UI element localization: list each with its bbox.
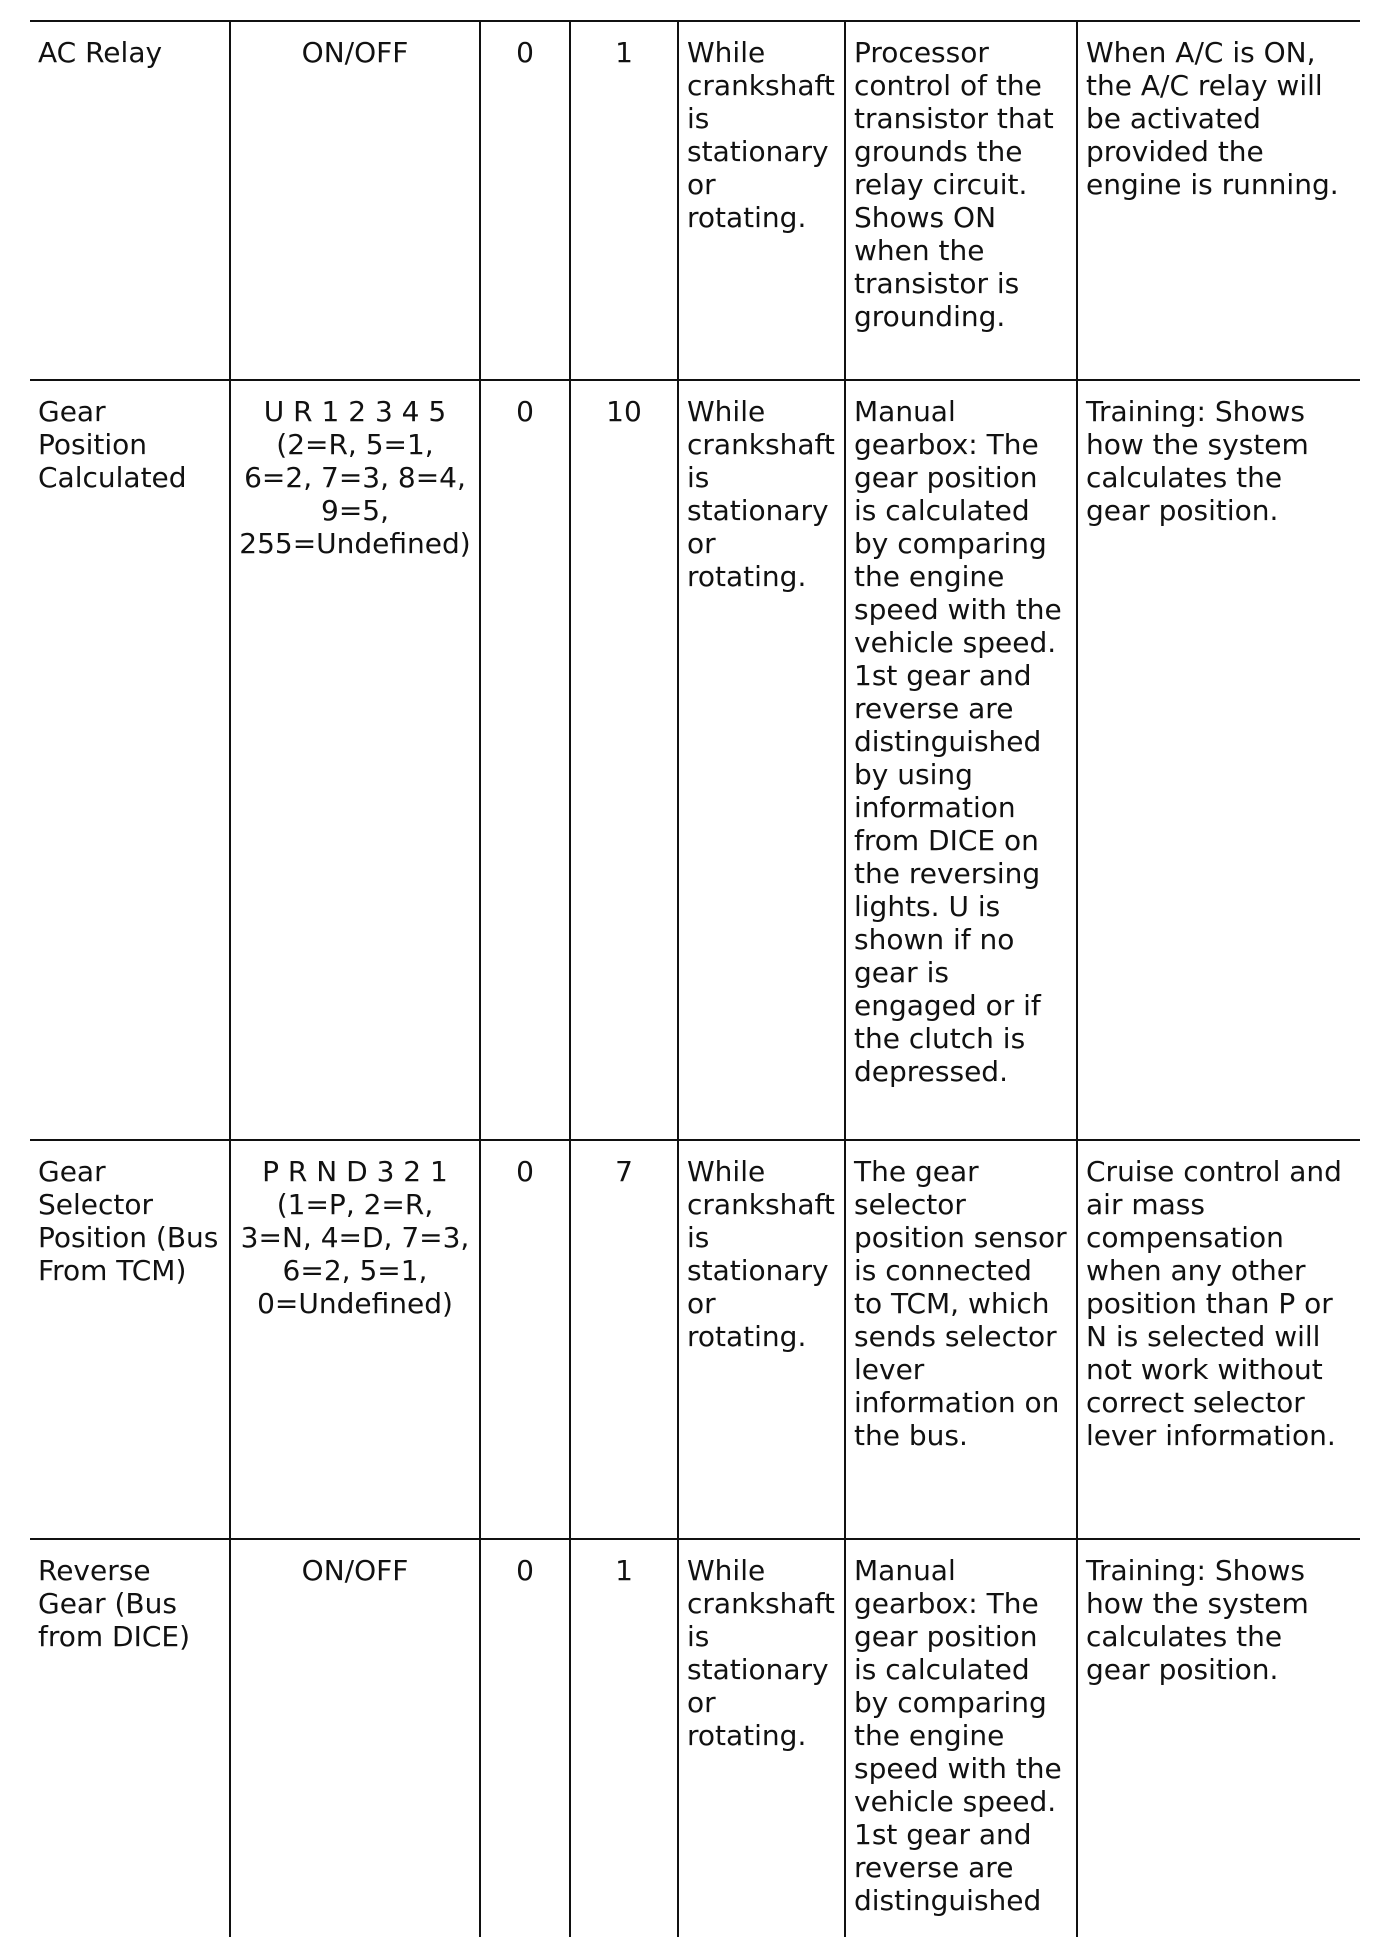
table-row: [30, 21, 1360, 380]
min-cell: 0: [480, 1539, 570, 1937]
condition-cell: While crankshaft is stationary or rotating.: [678, 1539, 845, 1937]
parameter-table: [30, 20, 1360, 1937]
parameter-name-cell: Gear Selector Position (Bus From TCM): [30, 1140, 230, 1539]
note-cell: Training: Shows how the system calculates the gear position.: [1077, 380, 1360, 1140]
table-row: [30, 1140, 1360, 1539]
max-cell: 10: [570, 380, 678, 1140]
condition-cell: While crankshaft is stationary or rotating.: [678, 380, 845, 1140]
parameter-name-cell: Gear Position Calculated: [30, 380, 230, 1140]
values-cell: ON/OFF: [230, 1539, 480, 1937]
values-cell: U R 1 2 3 4 5 (2=R, 5=1, 6=2, 7=3, 8=4, 9=5, 255=Undefined): [230, 380, 480, 1140]
table-row: [30, 1539, 1360, 1937]
description-cell: Manual gearbox: The gear position is calculated by comparing the engine speed with the vehicle speed. 1st gear and reverse are distinguished by using information from DICE on the reversing lights. U is shown if no gear is engaged or if the clutch is depressed.: [845, 380, 1077, 1140]
min-cell: 0: [480, 21, 570, 380]
parameter-name-cell: AC Relay: [30, 21, 230, 380]
description-cell: Manual gearbox: The gear position is calculated by comparing the engine speed with the vehicle speed. 1st gear and reverse are distinguished: [845, 1539, 1077, 1937]
max-cell: 1: [570, 1539, 678, 1937]
parameter-name-cell: Reverse Gear (Bus from DICE): [30, 1539, 230, 1937]
min-cell: 0: [480, 1140, 570, 1539]
values-cell: P R N D 3 2 1 (1=P, 2=R, 3=N, 4=D, 7=3, 6=2, 5=1, 0=Undefined): [230, 1140, 480, 1539]
description-cell: The gear selector position sensor is connected to TCM, which sends selector lever information on the bus.: [845, 1140, 1077, 1539]
note-cell: When A/C is ON, the A/C relay will be activated provided the engine is running.: [1077, 21, 1360, 380]
condition-cell: While crankshaft is stationary or rotating.: [678, 21, 845, 380]
condition-cell: While crankshaft is stationary or rotating.: [678, 1140, 845, 1539]
max-cell: 1: [570, 21, 678, 380]
values-cell: ON/OFF: [230, 21, 480, 380]
min-cell: 0: [480, 380, 570, 1140]
max-cell: 7: [570, 1140, 678, 1539]
note-cell: Cruise control and air mass compensation when any other position than P or N is selected will not work without correct selector lever information.: [1077, 1140, 1360, 1539]
description-cell: Processor control of the transistor that grounds the relay circuit. Shows ON when the transistor is grounding.: [845, 21, 1077, 380]
table-row: [30, 380, 1360, 1140]
note-cell: Training: Shows how the system calculates the gear position.: [1077, 1539, 1360, 1937]
